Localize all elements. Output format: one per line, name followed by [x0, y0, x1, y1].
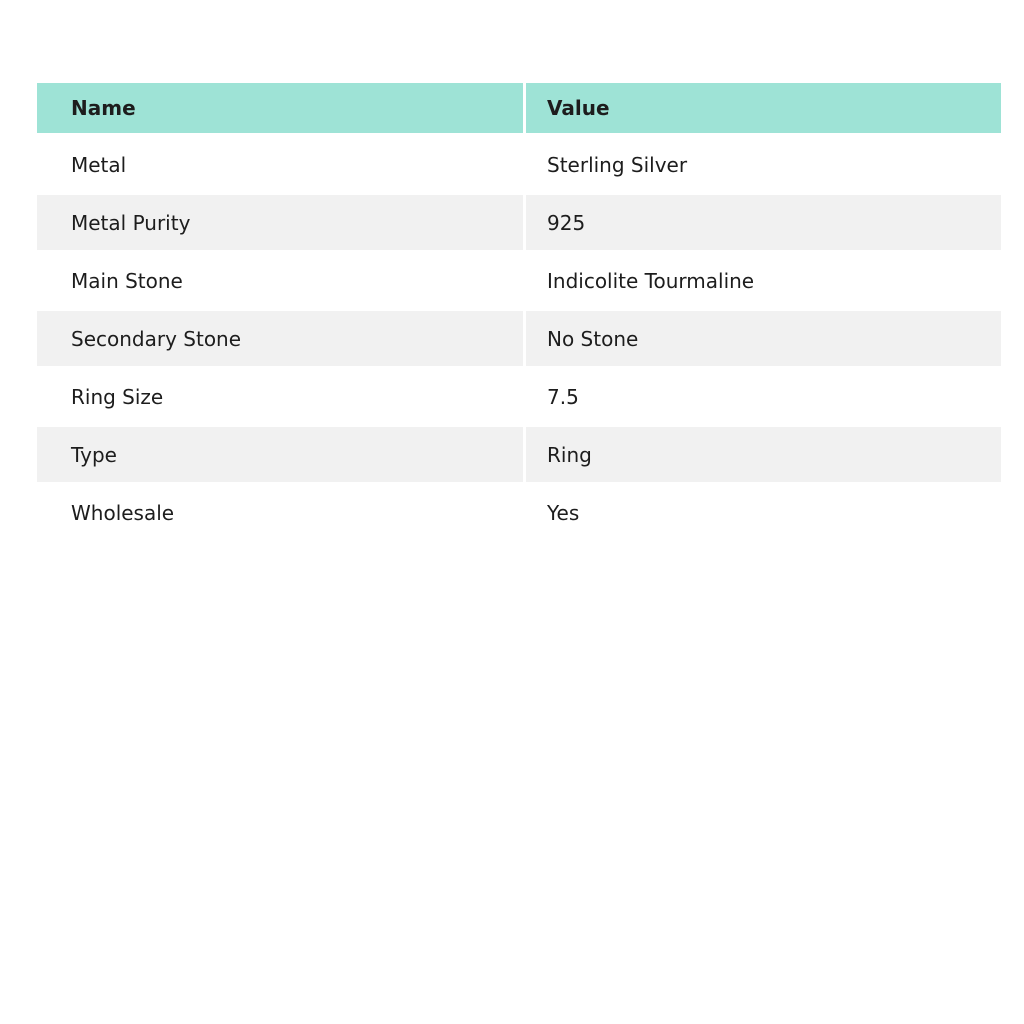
- column-header-value: Value: [523, 83, 1001, 137]
- attribute-value-cell: 7.5: [523, 369, 1001, 427]
- attribute-name-cell: Secondary Stone: [37, 311, 523, 369]
- attribute-name-cell: Metal: [37, 137, 523, 195]
- attribute-name-cell: Wholesale: [37, 485, 523, 543]
- product-attributes-table: [37, 83, 1001, 543]
- attribute-name-cell: Type: [37, 427, 523, 485]
- attribute-value-cell: Sterling Silver: [523, 137, 1001, 195]
- attribute-name-cell: Metal Purity: [37, 195, 523, 253]
- table-row: [37, 253, 1001, 311]
- table-row: [37, 195, 1001, 253]
- attribute-value-cell: No Stone: [523, 311, 1001, 369]
- table-row: [37, 427, 1001, 485]
- attribute-value-cell: Ring: [523, 427, 1001, 485]
- attribute-name-cell: Ring Size: [37, 369, 523, 427]
- table-row: [37, 485, 1001, 543]
- table-row: [37, 137, 1001, 195]
- table-body: [37, 137, 1001, 543]
- header-row: [37, 83, 1001, 137]
- attribute-value-cell: Indicolite Tourmaline: [523, 253, 1001, 311]
- attribute-name-cell: Main Stone: [37, 253, 523, 311]
- table-row: [37, 311, 1001, 369]
- attribute-value-cell: 925: [523, 195, 1001, 253]
- table-row: [37, 369, 1001, 427]
- table-header: [37, 83, 1001, 137]
- attribute-value-cell: Yes: [523, 485, 1001, 543]
- column-header-name: Name: [37, 83, 523, 137]
